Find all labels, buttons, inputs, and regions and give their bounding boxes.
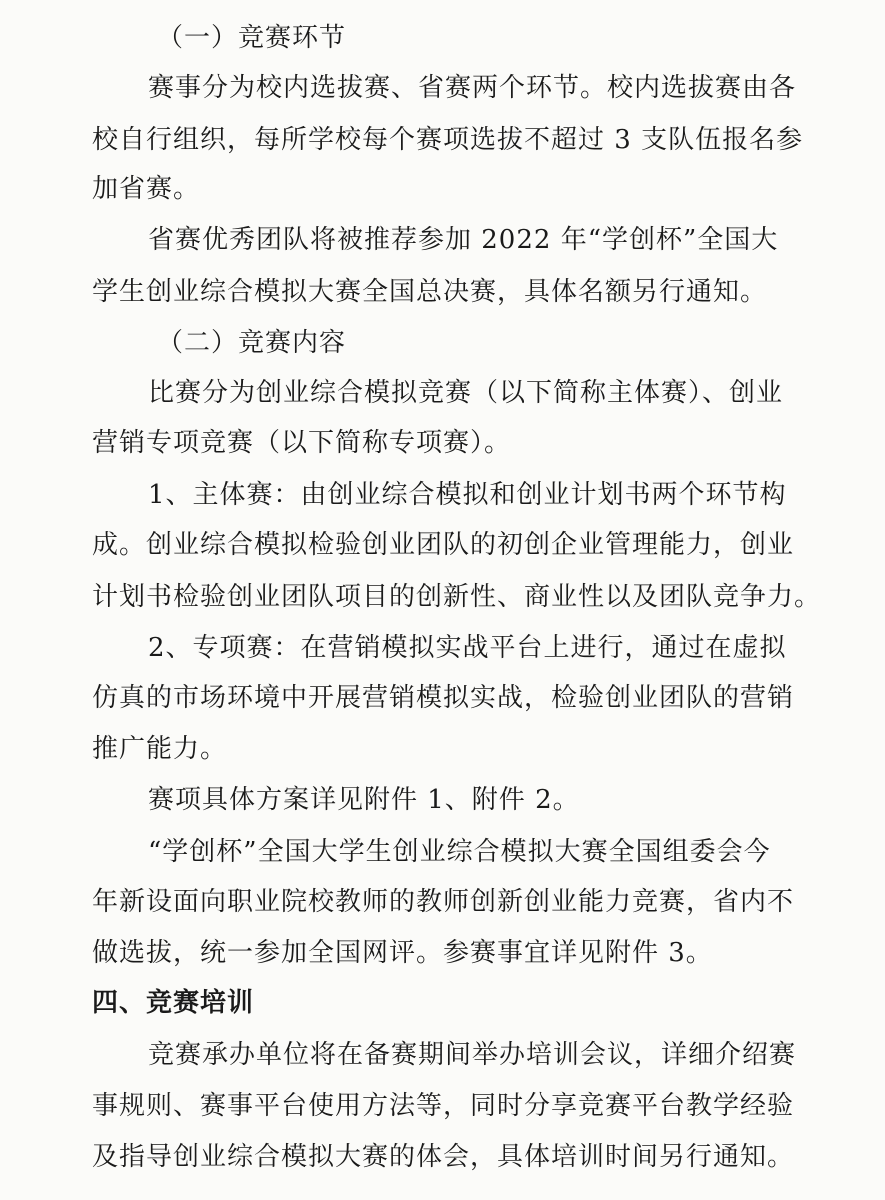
paragraph-line: 赛项具体方案详见附件 1、附件 2。 xyxy=(148,785,580,815)
paragraph-line: 做选拔，统一参加全国网评。参赛事宜详见附件 3。 xyxy=(92,938,713,968)
paragraph-line: 加省赛。 xyxy=(92,174,201,204)
paragraph-line: 推广能力。 xyxy=(92,734,228,764)
paragraph-line: 赛事分为校内选拔赛、省赛两个环节。校内选拔赛由各 xyxy=(148,73,797,103)
paragraph-line: 2、专项赛：在营销模拟实战平台上进行，通过在虚拟 xyxy=(148,633,787,663)
paragraph-line: 竞赛承办单位将在备赛期间举办培训会议，详细介绍赛 xyxy=(148,1040,797,1070)
paragraph-line: 年新设面向职业院校教师的教师创新创业能力竞赛，省内不 xyxy=(92,887,795,917)
section-heading-training: 四、竞赛培训 xyxy=(92,988,255,1018)
section-heading-competition-content: （二）竞赛内容 xyxy=(157,328,347,358)
paragraph-line: 校自行组织，每所学校每个赛项选拔不超过 3 支队伍报名参 xyxy=(92,125,804,155)
paragraph-line: 省赛优秀团队将被推荐参加 2022 年“学创杯”全国大 xyxy=(148,225,779,255)
paragraph-line: 仿真的市场环境中开展营销模拟实战，检验创业团队的营销 xyxy=(92,683,795,713)
paragraph-line: 及指导创业综合模拟大赛的体会，具体培训时间另行通知。 xyxy=(92,1142,795,1172)
paragraph-line: “学创杯”全国大学生创业综合模拟大赛全国组委会今 xyxy=(148,837,771,867)
paragraph-line: 学生创业综合模拟大赛全国总决赛，具体名额另行通知。 xyxy=(92,277,768,307)
paragraph-line: 事规则、赛事平台使用方法等，同时分享竞赛平台教学经验 xyxy=(92,1091,795,1121)
paragraph-line: 营销专项竞赛（以下简称专项赛）。 xyxy=(92,428,512,458)
paragraph-line: 成。创业综合模拟检验创业团队的初创企业管理能力，创业 xyxy=(92,530,795,560)
section-heading-competition-stages: （一）竞赛环节 xyxy=(157,23,347,53)
paragraph-line: 计划书检验创业团队项目的创新性、商业性以及团队竞争力。 xyxy=(92,582,822,612)
paragraph-line: 比赛分为创业综合模拟竞赛（以下简称主体赛）、创业 xyxy=(148,378,784,408)
paragraph-line: 1、主体赛：由创业综合模拟和创业计划书两个环节构 xyxy=(148,480,787,510)
